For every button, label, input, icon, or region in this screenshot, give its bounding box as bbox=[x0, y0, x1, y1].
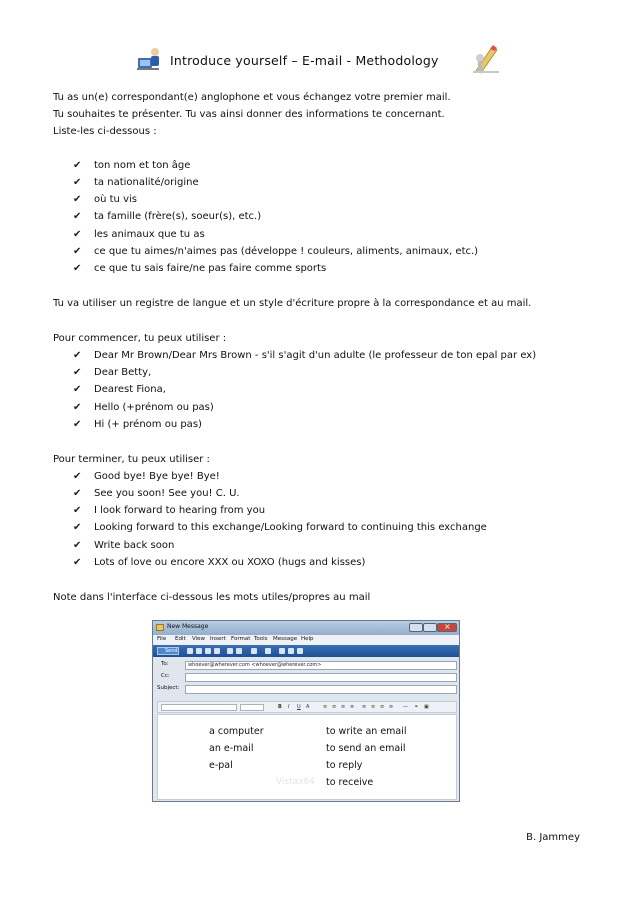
list-item: où tu vis bbox=[94, 194, 137, 205]
horizontal-line-icon[interactable]: — bbox=[403, 704, 408, 710]
list-item: Good bye! Bye bye! Bye! bbox=[94, 471, 220, 482]
start-heading: Pour commencer, tu peux utiliser : bbox=[53, 333, 227, 344]
align-center-icon[interactable]: ≡ bbox=[371, 704, 376, 710]
mail-title-bar bbox=[153, 621, 459, 635]
check-icon: ✔ bbox=[73, 384, 82, 395]
cc-field[interactable] bbox=[185, 673, 457, 682]
menu-file[interactable]: File bbox=[157, 636, 167, 642]
maximize-button[interactable] bbox=[423, 623, 437, 632]
mail-window bbox=[152, 620, 460, 802]
send-button[interactable] bbox=[157, 647, 179, 655]
check-icon: ✔ bbox=[73, 522, 82, 533]
align-right-icon[interactable]: ≡ bbox=[380, 704, 385, 710]
to-value: whoever@wherever.com <whoever@wherever.com> bbox=[188, 662, 322, 668]
list-item: See you soon! See you! C. U. bbox=[94, 488, 240, 499]
person-at-computer-icon bbox=[136, 46, 162, 72]
mail-toolbar bbox=[153, 645, 459, 657]
menu-bar bbox=[153, 635, 459, 645]
underline-icon[interactable]: U bbox=[297, 704, 301, 710]
priority-icon[interactable] bbox=[265, 648, 271, 654]
menu-insert[interactable]: Insert bbox=[210, 636, 226, 642]
check-icon: ✔ bbox=[73, 505, 82, 516]
subject-label: Subject: bbox=[157, 685, 180, 691]
end-heading: Pour terminer, tu peux utiliser : bbox=[53, 454, 210, 465]
vocab-word: e-pal bbox=[209, 760, 233, 771]
check-icon: ✔ bbox=[73, 367, 82, 378]
list-item: Looking forward to this exchange/Looking forward to continuing this exchange bbox=[94, 522, 487, 533]
list-item: Hello (+prénom ou pas) bbox=[94, 402, 214, 413]
bullets-icon[interactable]: ≡ bbox=[332, 704, 337, 710]
insert-picture-icon[interactable]: ▣ bbox=[424, 704, 429, 710]
offline-icon[interactable] bbox=[297, 648, 303, 654]
check-icon: ✔ bbox=[73, 402, 82, 413]
outdent-icon[interactable]: ≡ bbox=[350, 704, 355, 710]
list-item: ton nom et ton âge bbox=[94, 160, 191, 171]
hyperlink-icon[interactable]: ⚭ bbox=[414, 704, 419, 710]
vocab-word: to receive bbox=[326, 777, 374, 788]
subject-row bbox=[157, 685, 457, 694]
list-item: Hi (+ prénom ou pas) bbox=[94, 419, 202, 430]
close-button[interactable] bbox=[437, 623, 457, 632]
intro-line-2: Tu souhaites te présenter. Tu vas ainsi donner des informations te concernant. bbox=[53, 109, 445, 120]
list-item: les animaux que tu as bbox=[94, 229, 205, 240]
check-icon: ✔ bbox=[73, 488, 82, 499]
close-icon: × bbox=[444, 622, 451, 631]
register-text: Tu va utiliser un registre de langue et un style d'écriture propre à la correspondance et au mail. bbox=[53, 298, 532, 309]
check-icon: ✔ bbox=[73, 540, 82, 551]
list-item: I look forward to hearing from you bbox=[94, 505, 266, 516]
justify-icon[interactable]: ≡ bbox=[389, 704, 394, 710]
list-item: Dearest Fiona, bbox=[94, 384, 166, 395]
page-title: Introduce yourself – E-mail - Methodology bbox=[170, 53, 439, 68]
watermark: Vistax64 bbox=[276, 777, 315, 787]
font-select[interactable] bbox=[161, 704, 237, 711]
vocab-word: a computer bbox=[209, 726, 264, 737]
menu-format[interactable]: Format bbox=[231, 636, 251, 642]
pencil-ruler-icon bbox=[470, 44, 502, 74]
check-icon: ✔ bbox=[73, 263, 82, 274]
list-item: ta nationalité/origine bbox=[94, 177, 199, 188]
bold-icon[interactable]: B bbox=[278, 704, 282, 710]
menu-message[interactable]: Message bbox=[273, 636, 298, 642]
list-item: Lots of love ou encore XXX ou XOXO (hugs and kisses) bbox=[94, 557, 366, 568]
to-label: To: bbox=[161, 661, 169, 667]
list-item: ce que tu sais faire/ne pas faire comme sports bbox=[94, 263, 327, 274]
intro-line-3: Liste-les ci-dessous : bbox=[53, 126, 157, 137]
font-color-icon[interactable]: A bbox=[306, 704, 310, 710]
check-icon: ✔ bbox=[73, 194, 82, 205]
check-icon: ✔ bbox=[73, 419, 82, 430]
attach-icon[interactable] bbox=[251, 648, 257, 654]
check-names-icon[interactable] bbox=[227, 648, 233, 654]
encrypt-icon[interactable] bbox=[288, 648, 294, 654]
sign-icon[interactable] bbox=[279, 648, 285, 654]
font-size-select[interactable] bbox=[240, 704, 264, 711]
signature: B. Jammey bbox=[526, 832, 580, 843]
align-left-icon[interactable]: ≡ bbox=[362, 704, 367, 710]
list-item: ta famille (frère(s), soeur(s), etc.) bbox=[94, 211, 262, 222]
cc-label: Cc: bbox=[161, 673, 170, 679]
vocab-word: to reply bbox=[326, 760, 363, 771]
copy-icon[interactable] bbox=[196, 648, 202, 654]
intro-line-1: Tu as un(e) correspondant(e) anglophone et vous échangez votre premier mail. bbox=[53, 92, 451, 103]
minimize-button[interactable] bbox=[409, 623, 423, 632]
check-icon: ✔ bbox=[73, 471, 82, 482]
format-toolbar bbox=[157, 701, 457, 713]
to-row bbox=[157, 661, 457, 670]
spelling-icon[interactable] bbox=[236, 648, 242, 654]
envelope-icon bbox=[156, 624, 164, 631]
send-label: Send bbox=[165, 648, 178, 654]
list-item: Dear Mr Brown/Dear Mrs Brown - s'il s'agit d'un adulte (le professeur de ton epal par ex) bbox=[94, 350, 537, 361]
menu-help[interactable]: Help bbox=[301, 636, 314, 642]
italic-icon[interactable]: I bbox=[288, 704, 290, 710]
check-icon: ✔ bbox=[73, 177, 82, 188]
mail-window-title: New Message bbox=[167, 623, 209, 630]
check-icon: ✔ bbox=[73, 557, 82, 568]
check-icon: ✔ bbox=[73, 211, 82, 222]
menu-view[interactable]: View bbox=[192, 636, 206, 642]
check-icon: ✔ bbox=[73, 160, 82, 171]
menu-edit[interactable]: Edit bbox=[175, 636, 186, 642]
list-item: ce que tu aimes/n'aimes pas (développe ! couleurs, aliments, animaux, etc.) bbox=[94, 246, 479, 257]
vocab-word: to write an email bbox=[326, 726, 407, 737]
header bbox=[0, 44, 628, 78]
paste-icon[interactable] bbox=[205, 648, 211, 654]
cut-icon[interactable] bbox=[187, 648, 193, 654]
vocab-word: to send an email bbox=[326, 743, 406, 754]
list-item: Write back soon bbox=[94, 540, 175, 551]
check-icon: ✔ bbox=[73, 350, 82, 361]
note-text: Note dans l'interface ci-dessous les mots utiles/propres au mail bbox=[53, 592, 371, 603]
cc-row bbox=[157, 673, 457, 682]
message-body[interactable] bbox=[157, 714, 457, 800]
vocab-word: an e-mail bbox=[209, 743, 254, 754]
menu-tools[interactable]: Tools bbox=[254, 636, 268, 642]
to-field[interactable] bbox=[185, 661, 457, 670]
indent-icon[interactable]: ≡ bbox=[341, 704, 346, 710]
undo-icon[interactable] bbox=[214, 648, 220, 654]
numbering-icon[interactable]: ≡ bbox=[323, 704, 328, 710]
check-icon: ✔ bbox=[73, 229, 82, 240]
check-icon: ✔ bbox=[73, 246, 82, 257]
subject-field[interactable] bbox=[185, 685, 457, 694]
list-item: Dear Betty, bbox=[94, 367, 152, 378]
